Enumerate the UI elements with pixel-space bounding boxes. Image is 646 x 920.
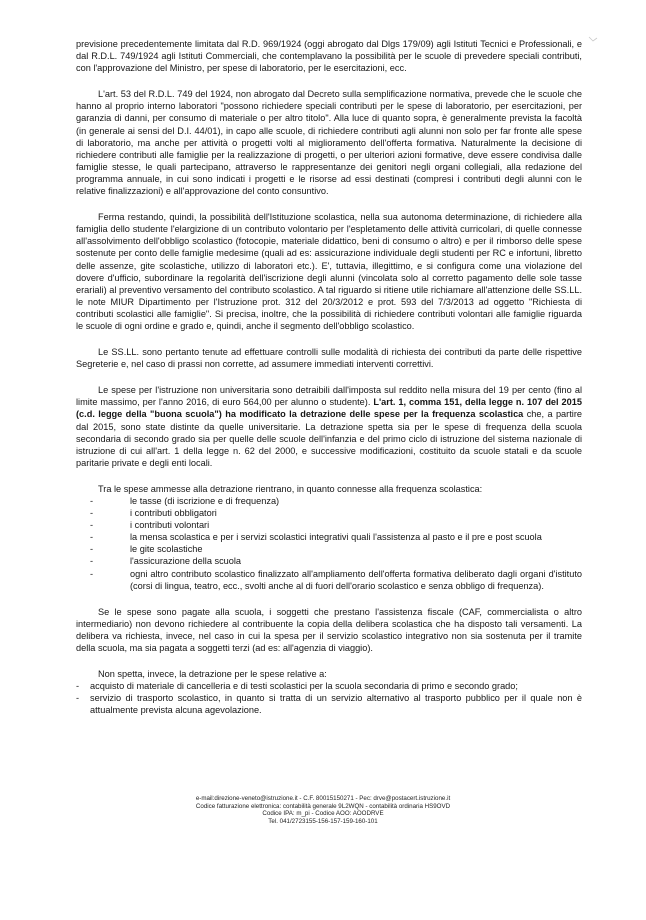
- deduction-text-start: Le spese per l'istruzione non universitaria sono detraibili dall'imposta sul reddito nella misura del 19 per cento (fino al limite massimo, per l'anno 2016, di euro 564,00 per alunno o studente).: [76, 385, 582, 408]
- list-item: - ogni altro contributo scolastico finalizzato all'ampliamento dell'offerta formativa deliberato dagli organi d'istituto (corsi di lingua, teatro, ecc., svolti anche al di fuori dell'orario scolastico e senza obbligo di frequenza).: [90, 568, 582, 592]
- list-item: - le tasse (di iscrizione e di frequenza): [90, 495, 582, 507]
- list-item: - le gite scolastiche: [90, 543, 582, 555]
- footer-contacts: e-mail:direzione-veneto@istruzione.it - C.F. 80015150271 - Pec: drve@postacert.istruzione.it: [195, 795, 451, 802]
- list-item: - servizio di trasporto scolastico, in quanto si tratta di un servizio alternativo al trasporto pubblico per il quale non è attualmente prevista alcuna agevolazione.: [76, 692, 582, 716]
- paragraph-controls: Le SS.LL. sono pertanto tenute ad effettuare controlli sulle modalità di richiesta dei contributi da parte delle rispettive Segreterie e, nel caso di prassi non corrette, ad assumere immediati interventi correttivi.: [76, 347, 582, 370]
- list-item: - la mensa scolastica e per i servizi scolastici integrativi quali l'assistenza al pasto e il pre e post scuola: [90, 531, 582, 543]
- paragraph-school-payments: Se le spese sono pagate alla scuola, i soggetti che prestano l'assistenza fiscale (CAF, commercialista o altro intermediario) non devono richiedere al contribuente la copia della delibera scolastica che ha disposto tali versamenti. La delibera va richiesta, invece, nel caso in cui la spesa per il servizio scolastico integrativo non sia sostenuta per il tramite della scuola, ma sia pagata a soggetti terzi (ad es: all'agenzia di viaggio).: [76, 606, 582, 654]
- deduction-law-reference: L'art. 1, comma 151, della legge n. 107 del 2015 (c.d. legge della "buona scuola") ha modificato la detrazione delle spese per la frequenza scolastica: [76, 397, 583, 420]
- admitted-expenses-list: [90, 495, 582, 592]
- footer-phone: Tel. 041/2723155-156-157-159-160-101: [268, 817, 378, 825]
- paragraph-tax-deduction: [76, 384, 582, 469]
- letterhead-footer: [0, 795, 646, 825]
- footer-ipa-codes: Codice IPA: m_pi - Codice AOO: AOODRVE: [262, 810, 384, 818]
- list-item: - i contributi volontari: [90, 519, 582, 531]
- paragraph-art-53: L'art. 53 del R.D.L. 749 del 1924, non abrogato dal Decreto sulla semplificazione normativa, prevede che le scuole che hanno al proprio interno laboratori "possono richiedere speciali contributi per le spese di laboratorio, per esercitazioni, per garanzia di danni, per consumo di materiale o per altro titolo". Alla luce di quanto sopra, è generalmente prevista la facoltà (in generale ai sensi del D.I. 44/01), in capo alle scuole, di richiedere contributi agli alunni non solo per far fronte alle spese di laboratorio, ma anche per attività o progetti volti al miglioramento dell'offerta formativa. Naturalmente la decisione di richiedere contributi alle famiglie per la realizzazione di progetti, o per ulteriori azioni formative, deve essere condivisa dalle famiglie stesse, le quali partecipano, attraverso le rappresentanze dei genitori negli organi collegiali, alla redazione del programma annuale, in cui sono indicati i progetti e le risorse ad essi destinati (compresi i contributi degli alunni con le relative finalizzazioni) e all'approvazione del conto consuntivo.: [76, 89, 582, 197]
- list-item: - acquisto di materiale di cancelleria e di testi scolastici per la scuola secondaria di primo e secondo grado;: [76, 680, 582, 692]
- deduction-text-end: che, a partire dal 2015, sono state distinte da quelle universitarie. La detrazione spetta sia per le spese di frequenza della scuola secondaria di secondo grado sia per quelle delle scuole dell'infanzia e del primo ciclo di istruzione del sistema nazionale di istruzione di cui all'art. 1 della legge n. 62 del 2000, e successive modificazioni, costituito da scuole statali e da scuole paritarie private e degli enti locali.: [76, 409, 582, 468]
- paragraph-voluntary-contribution: Ferma restando, quindi, la possibilità dell'Istituzione scolastica, nella sua autonoma determinazione, di richiedere alla famiglia dello studente l'elargizione di un contributo volontario per l'espletamento delle attività curricolari, di quelle connesse all'assolvimento dell'obbligo scolastico (fotocopie, materiale didattico, beni di consumo o altro) e per il rimborso delle spese sostenute per conto delle famiglie medesime (quali ad es: assicurazione individuale degli studenti per RC e infortuni, libretto delle assenze, gite scolastiche, utilizzo di laboratori etc.). E', tuttavia, illegittimo, e si configura come una violazione del dovere d'ufficio, subordinare la regolarità dell'iscrizione degli alunni (vincolata solo al corretto pagamento delle sole tasse erariali) al preventivo versamento del contributo scolastico. A tal riguardo si ritiene utile richiamare all'attenzione delle SS.LL. le note MIUR Dipartimento per l'Istruzione prot. 312 del 20/3/2012 e prot. 593 del 7/3/2013 ad oggetto "Richiesta di contributi scolastici alle famiglie". Si precisa, inoltre, che la possibilità di richiedere contributi volontari alle famiglie riguarda le scuole di ogni ordine e grado e, quindi, anche il segmento dell'obbligo scolastico.: [76, 212, 582, 331]
- scan-mark: [588, 36, 598, 42]
- paragraph-admitted-expenses-intro: Tra le spese ammesse alla detrazione rientrano, in quanto connesse alla frequenza scolastica:: [98, 483, 483, 494]
- list-item: - l'assicurazione della scuola: [90, 555, 582, 567]
- footer-billing-codes: Codice fatturazione elettronica: contabilità generale 9L2WQN - contabilità ordinaria HS9OVD: [195, 802, 451, 810]
- paragraph-excluded-intro: Non spetta, invece, la detrazione per le spese relative a:: [98, 669, 327, 680]
- excluded-expenses-list: [76, 680, 582, 716]
- paragraph-intro-continuation: previsione precedentemente limitata dal R.D. 969/1924 (oggi abrogato dal Dlgs 179/09) agli Istituti Tecnici e Professionali, e dal R.D.L. 749/1924 agli Istituti Commerciali, che contemplavano la possibilità per le scuole di prevedere speciali contributi, con l'approvazione del Ministro, per spese di laboratorio, per le esercitazioni, ecc.: [76, 39, 582, 74]
- list-item: - i contributi obbligatori: [90, 507, 582, 519]
